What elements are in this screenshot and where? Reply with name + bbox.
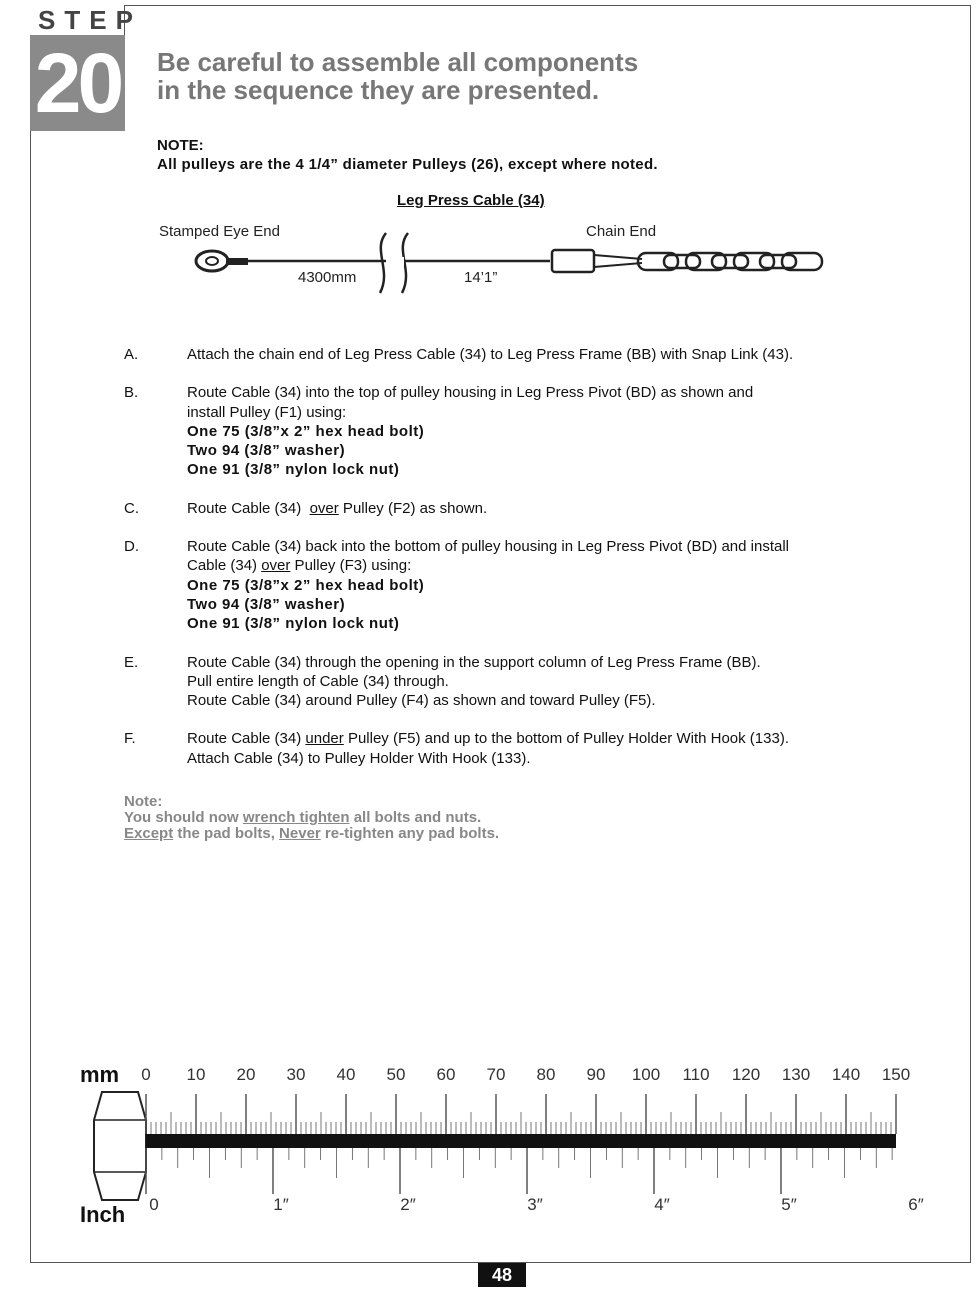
- inch-tick-label: 5″: [781, 1195, 797, 1214]
- inch-tick-label: 4″: [654, 1195, 670, 1214]
- hardware-line: One 91 (3/8” nylon lock nut): [187, 461, 400, 479]
- bolt-ruler: [70, 1050, 940, 1250]
- page-heading: [157, 48, 857, 104]
- note-text: All pulleys are the 4 1/4” diameter Pulleys (26), except where noted.: [157, 156, 658, 173]
- hardware-line: One 75 (3/8”x 2” hex head bolt): [187, 422, 425, 440]
- final-note-label: Note:: [124, 793, 163, 810]
- instruction-a: [124, 345, 884, 364]
- instruction-e: [124, 653, 884, 711]
- heading-line-2: in the sequence they are presented.: [157, 75, 600, 105]
- mm-tick-label: 10: [186, 1065, 206, 1084]
- inch-tick-label: 0: [149, 1195, 159, 1214]
- instruction-letter: E.: [124, 653, 139, 671]
- length-mm-label: 4300mm: [298, 269, 357, 286]
- instruction-letter: B.: [124, 384, 139, 402]
- instruction-text: install Pulley (F1) using:: [187, 403, 347, 421]
- mm-tick-label: 70: [486, 1065, 506, 1084]
- instruction-text: Route Cable (34) into the top of pulley housing in Leg Press Pivot (BD) as shown and: [187, 384, 754, 402]
- mm-tick-label: 20: [236, 1065, 256, 1084]
- inch-tick-label: 2″: [400, 1195, 416, 1214]
- mm-tick-label: 140: [831, 1065, 861, 1084]
- hardware-line: Two 94 (3/8” washer): [187, 595, 346, 613]
- bolt-head: [94, 1092, 146, 1200]
- ruler-graphic: [70, 1050, 940, 1250]
- mm-tick-label: 60: [436, 1065, 456, 1084]
- ferrule: [552, 250, 594, 272]
- length-ft-label: 14’1”: [464, 269, 498, 286]
- mm-tick-label: 0: [141, 1065, 151, 1084]
- stamped-eye-label: Stamped Eye End: [159, 223, 280, 240]
- inch-tick-label: 1″: [273, 1195, 289, 1214]
- mm-tick-label: 30: [286, 1065, 306, 1084]
- hardware-line: One 91 (3/8” nylon lock nut): [187, 615, 400, 633]
- final-note: [124, 794, 499, 842]
- instruction-text: Route Cable (34) back into the bottom of pulley housing in Leg Press Pivot (BD) and install: [187, 538, 789, 556]
- instruction-f: [124, 729, 884, 768]
- heading-line-1: Be careful to assemble all components: [157, 47, 639, 77]
- mm-tick-label: 80: [536, 1065, 556, 1084]
- instruction-letter: F.: [124, 730, 136, 748]
- instruction-letter: C.: [124, 499, 139, 517]
- cable-drawing: [150, 215, 850, 305]
- mm-tick-label: 40: [336, 1065, 356, 1084]
- chain-end-label: Chain End: [586, 223, 657, 240]
- mm-tick-label: 50: [386, 1065, 406, 1084]
- inch-label: Inch: [80, 1202, 126, 1227]
- final-note-line-2: Except the pad bolts, Never re-tighten any pad bolts.: [124, 825, 500, 842]
- mm-tick-label: 100: [631, 1065, 661, 1084]
- mm-tick-label: 150: [881, 1065, 911, 1084]
- mm-tick-label: 110: [682, 1065, 710, 1084]
- instruction-text: Attach the chain end of Leg Press Cable (34) to Leg Press Frame (BB) with Snap Link (43).: [187, 346, 794, 363]
- mm-label: mm: [80, 1062, 120, 1087]
- inch-tick-label: 3″: [527, 1195, 543, 1214]
- eye-loop: [196, 251, 228, 271]
- instruction-letter: A.: [124, 346, 139, 363]
- hardware-line: One 75 (3/8”x 2” hex head bolt): [187, 576, 425, 594]
- page-number: 48: [478, 1263, 526, 1287]
- instruction-text: Route Cable (34) around Pulley (F4) as shown and toward Pulley (F5).: [187, 692, 656, 710]
- instruction-letter: D.: [124, 538, 139, 556]
- instruction-text: Route Cable (34) over Pulley (F2) as shown.: [187, 499, 488, 517]
- bolt-shaft: [146, 1134, 896, 1148]
- instruction-text: Cable (34) over Pulley (F3) using:: [187, 557, 412, 575]
- step-number: 20: [34, 36, 121, 130]
- step-word: STEP: [30, 5, 125, 35]
- mm-tick-label: 90: [586, 1065, 606, 1084]
- instruction-text: Route Cable (34) through the opening in the support column of Leg Press Frame (BB).: [187, 653, 761, 671]
- chain: [638, 253, 822, 270]
- instruction-text: Pull entire length of Cable (34) through.: [187, 672, 449, 690]
- inch-tick-label: 6″: [908, 1195, 924, 1214]
- hardware-line: Two 94 (3/8” washer): [187, 442, 346, 460]
- note-label: NOTE:: [157, 137, 204, 154]
- instruction-list: [124, 345, 884, 787]
- cable-title: Leg Press Cable (34): [397, 192, 545, 209]
- instruction-text: Attach Cable (34) to Pulley Holder With Hook (133).: [187, 749, 531, 767]
- instruction-text: Route Cable (34) under Pulley (F5) and up to the bottom of Pulley Holder With Hook (133).: [187, 730, 789, 748]
- instruction-b: [124, 383, 884, 479]
- cable-diagram: [150, 215, 850, 305]
- instruction-c: [124, 499, 884, 518]
- mm-tick-label: 120: [731, 1065, 761, 1084]
- final-note-line-1: You should now wrench tighten all bolts and nuts.: [124, 809, 482, 826]
- instruction-d: [124, 537, 884, 633]
- mm-tick-label: 130: [781, 1065, 811, 1084]
